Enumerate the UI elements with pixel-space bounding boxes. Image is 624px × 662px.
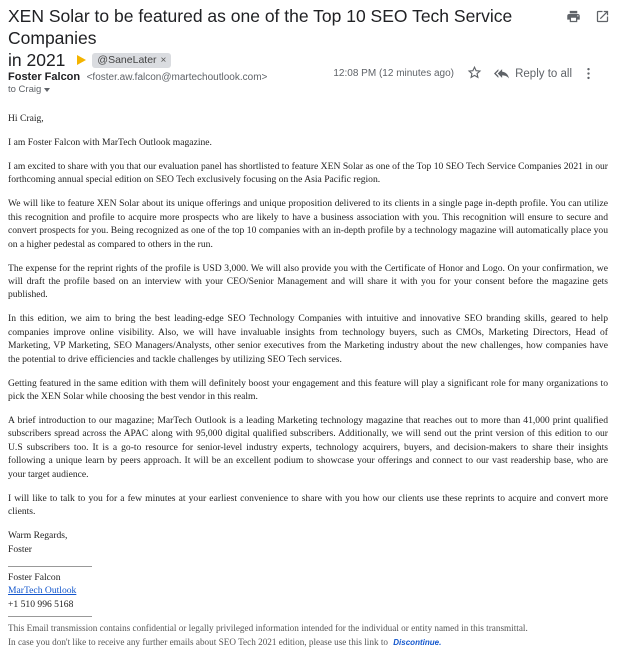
disclaimer-line-1: This Email transmission contains confidential or legally privileged information intended for the individual or entity named in this transmittal.	[8, 623, 528, 634]
reply-all-button[interactable]	[494, 66, 572, 81]
signature-company-link[interactable]: MarTech Outlook	[8, 585, 77, 597]
subject-line-2: in 2021	[8, 50, 66, 70]
closing-line: Warm Regards,	[8, 530, 68, 542]
sender-email: <foster.aw.falcon@martechoutlook.com>	[86, 72, 268, 83]
recipient-row[interactable]	[8, 84, 50, 95]
disclaimer-line-2-row	[8, 635, 608, 650]
label-chip[interactable]	[92, 53, 171, 68]
email-subject	[8, 5, 548, 71]
closing	[8, 529, 608, 556]
reply-all-label: Reply to all	[515, 67, 572, 80]
sender-row	[8, 67, 614, 85]
email-body	[8, 112, 608, 650]
body-paragraph: I am Foster Falcon with MarTech Outlook magazine.	[8, 137, 212, 148]
star-icon[interactable]	[467, 65, 482, 85]
more-vertical-icon[interactable]	[581, 66, 596, 86]
body-paragraph: I will like to talk to you for a few minutes at your earliest convenience to share with you how our clients use these reprints to acquire and convert more clients.	[8, 492, 608, 518]
sender-name[interactable]: Foster Falcon	[8, 71, 81, 83]
body-paragraph: I am excited to share with you that our evaluation panel has shortlisted to feature XEN Solar as one of the Top 10 SEO Tech Service Companies 2021 in our forthcoming annual special edition on SEO Tech exclusively focusing on the Asia Pacific region.	[8, 161, 608, 186]
body-paragraph: Getting featured in the same edition with them will definitely boost your engagement and this feature will play a significant role for many organizations to pick the XEN Solar while choosing the best vendor in this realm.	[8, 377, 608, 403]
recipient-text: to Craig	[8, 84, 42, 95]
remove-label-icon[interactable]: ×	[160, 54, 167, 66]
disclaimer-line-2: In case you don't like to receive any further emails about SEO Tech 2021 edition, please use this link to	[8, 637, 388, 648]
body-paragraph: We will like to feature XEN Solar about its unique offerings and unique proposition delivered to its clients in a single page in-depth profile. You can utilize this recognition and profile to acquire more prospects who are likely to have a business association with you. This recognition will ensure to secure and convert prospects for you. Being recognized as one of the top 10 companies with an in-depth profile by a technology magazine will automatically place you on a higher pedestal as compared to others in the run.	[8, 198, 608, 250]
disclaimer-divider	[8, 616, 92, 617]
disclaimer	[8, 621, 608, 650]
greeting: Hi Craig,	[8, 113, 44, 124]
body-paragraph: The expense for the reprint rights of the profile is USD 3,000. We will also provide you with the Certificate of Honor and Logo. On your confirmation, we will draft the profile based on an interview with your CEO/Senior Management and will share it with you for your consent before the magazine gets published.	[8, 262, 608, 301]
signature-phone: +1 510 996 5168	[8, 598, 74, 610]
subject-line-1: XEN Solar to be featured as one of the Top 10 SEO Tech Service Companies	[8, 6, 513, 48]
importance-marker-icon[interactable]	[77, 55, 86, 65]
header-actions	[566, 9, 610, 24]
signature-divider	[8, 566, 92, 567]
printer-icon[interactable]	[566, 9, 581, 24]
open-in-new-window-icon[interactable]	[595, 9, 610, 24]
signature-name: Foster Falcon	[8, 571, 61, 583]
body-paragraph: A brief introduction to our magazine; MarTech Outlook is a leading Marketing technology magazine that reaches out to more than 41,000 print qualified subscribers spread across the APAC along with 95,000 digital qualified subscribers. Additionally, we will send out the print version of this edition to our U.S subscribers too. It is a go-to resource for senior-level industry experts, technology acquirers, buyers, and decision-makers to share their insights following a unique learn by peers approach. It will be an excellent podium to showcase your offerings and connect to our vast readership base, who are your target audience.	[8, 415, 608, 480]
label-chip-text: @SaneLater	[97, 53, 157, 66]
signature	[8, 571, 608, 611]
discontinue-link[interactable]: Discontinue.	[393, 638, 442, 648]
chevron-down-icon[interactable]	[44, 88, 50, 92]
body-paragraph: In this edition, we aim to bring the best leading-edge SEO Technology Companies with intuitive and innovative SEO branding skills, geared to help companies improve online visibility. Also, we will have invaluable insights from technology buyers, such as CMOs, Marketing Directors, Head of Marketing, VP Marketing, SEO Managers/Analysts, other senior executives from the Marketing industry about the new challenges, how companies have the potential to drive efficiencies and tackle challenges by utilizing SEO Tech services.	[8, 313, 608, 365]
closing-name: Foster	[8, 543, 32, 555]
message-time: 12:08 PM (12 minutes ago)	[333, 68, 454, 79]
reply-all-icon	[494, 66, 509, 81]
